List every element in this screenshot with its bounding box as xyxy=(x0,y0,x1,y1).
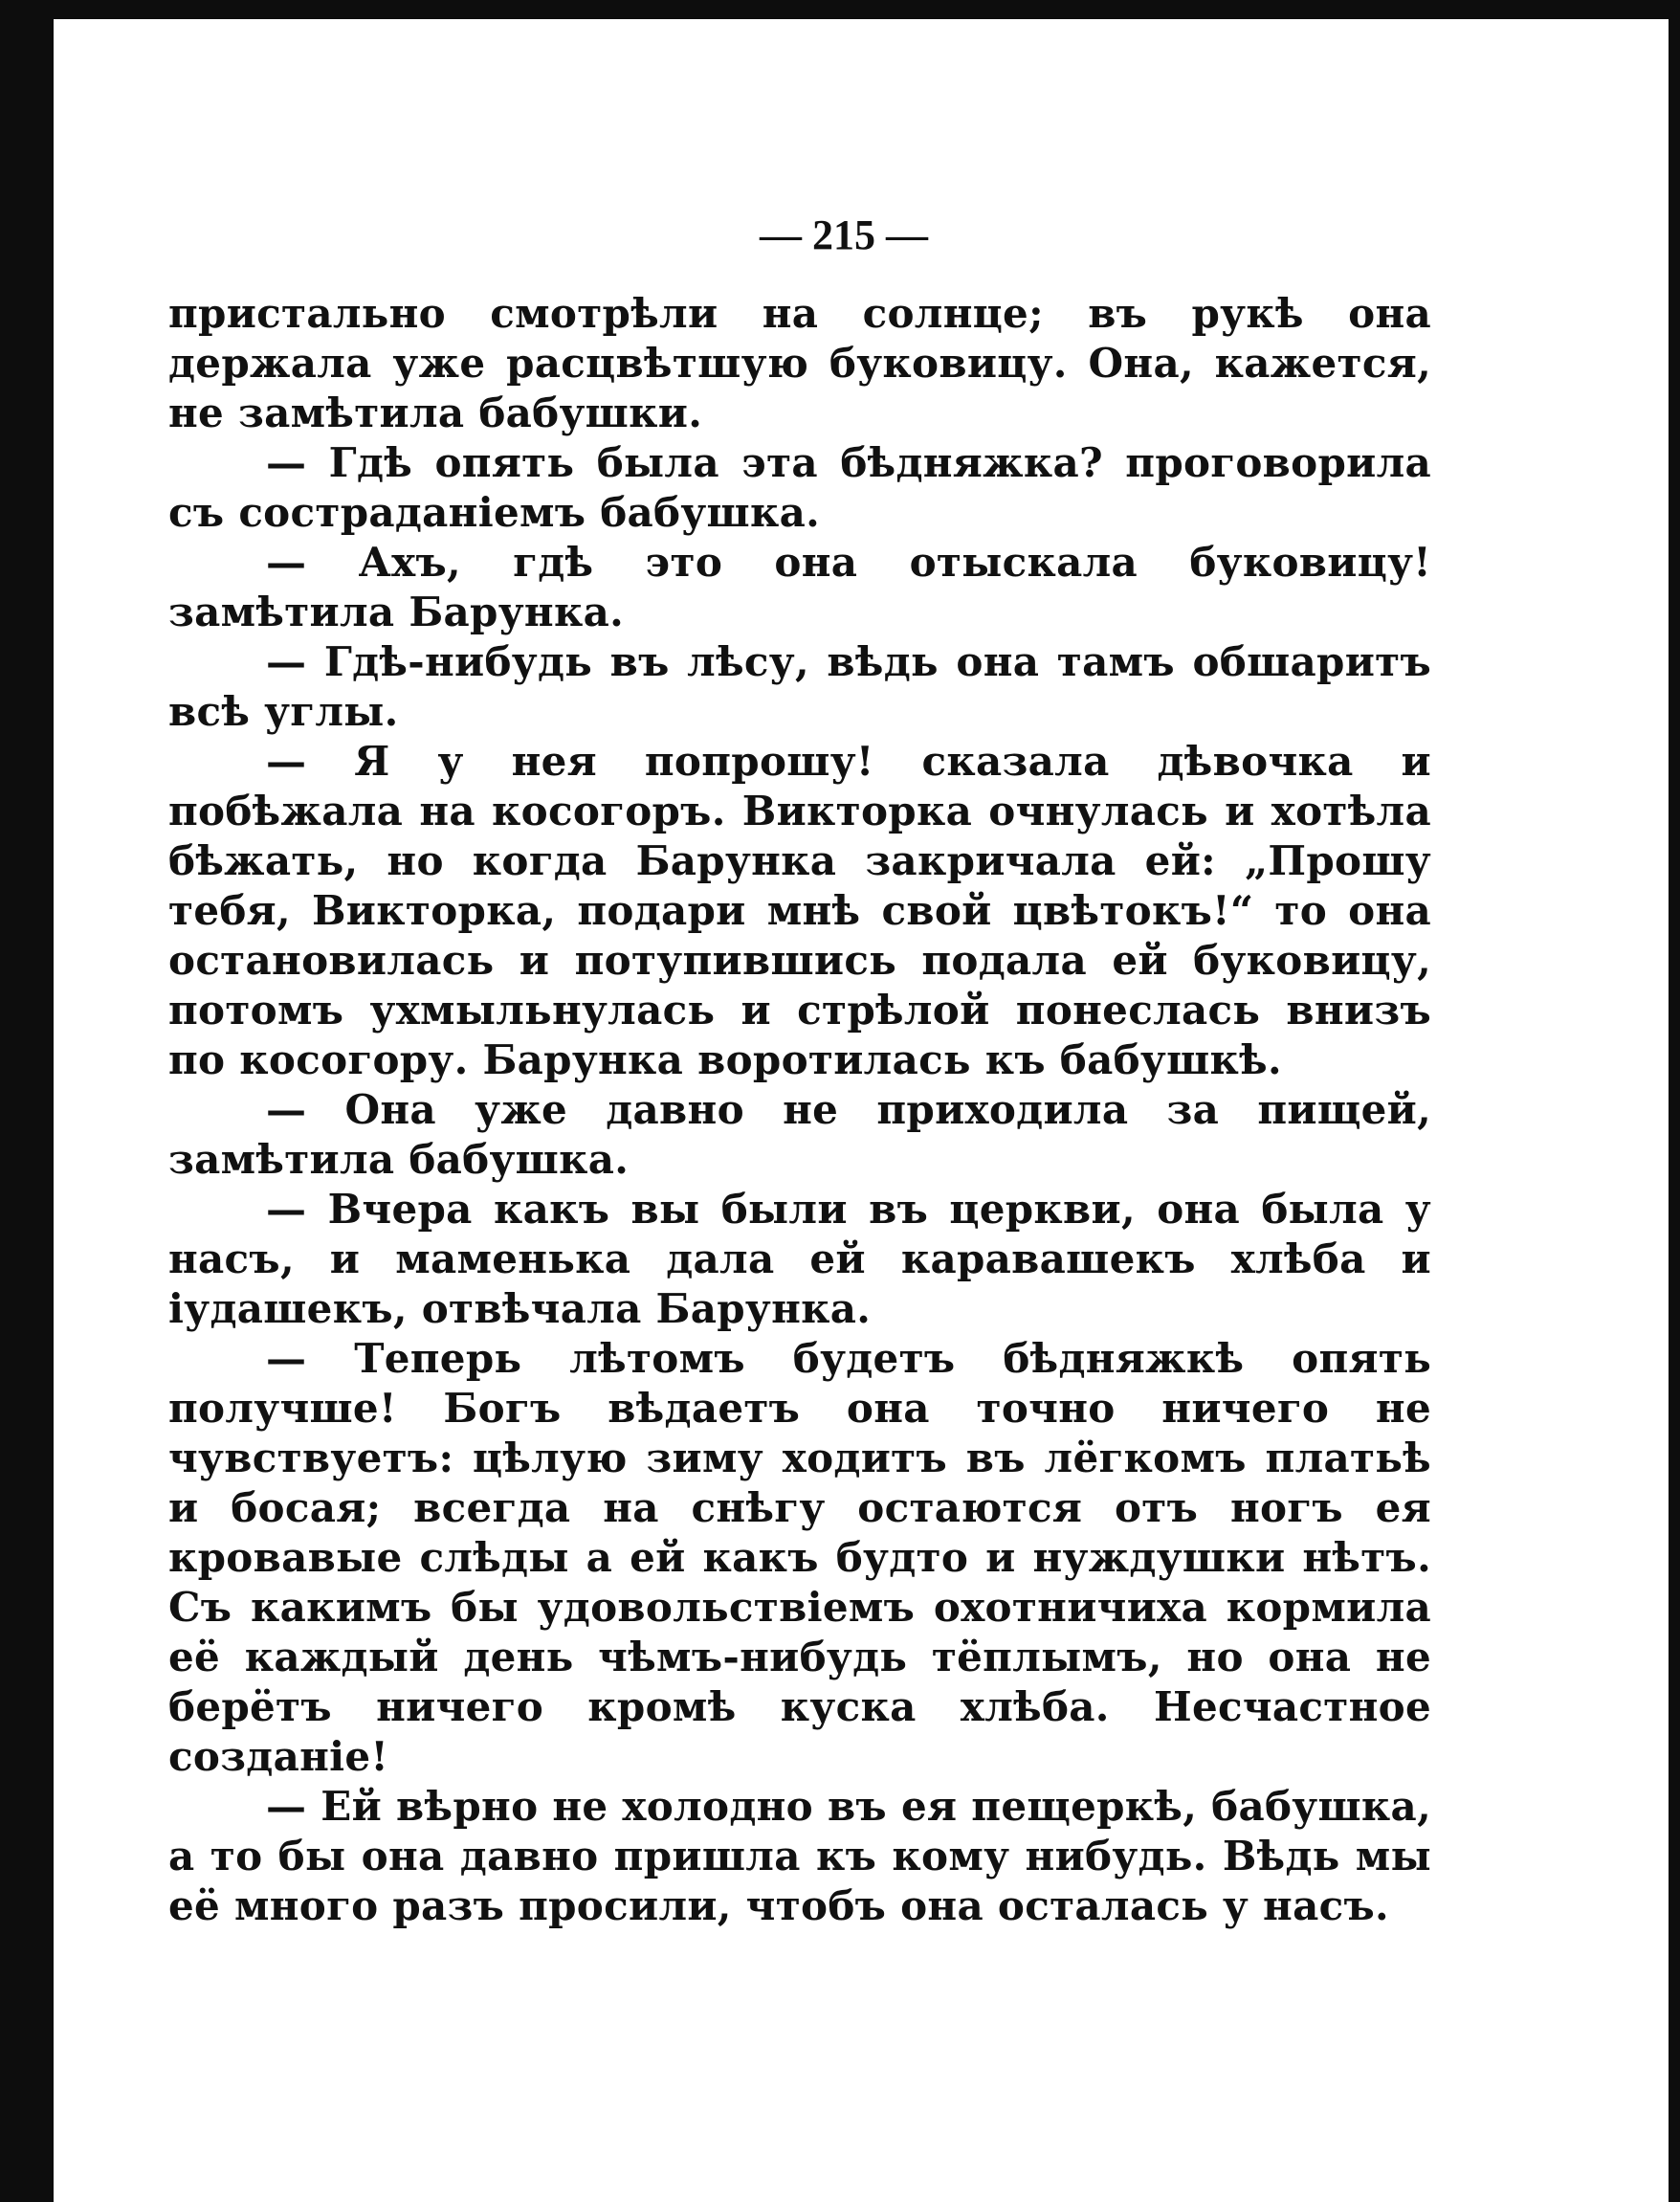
scan-right-border xyxy=(1669,0,1680,2202)
paragraph: — Ей вѣрно не холодно въ ея пещеркѣ, бабушка, а то бы она давно пришла къ кому нибудь. Вѣдь мы её много разъ просили, чтобъ она осталась у насъ. xyxy=(168,1783,1431,1929)
body-text xyxy=(168,289,1431,1931)
paragraph: — Гдѣ опять была эта бѣдняжка? проговорила съ состраданіемъ бабушка. xyxy=(168,439,1431,536)
paragraph: — Ахъ, гдѣ это она отыскала буковицу! замѣтила Барунка. xyxy=(168,539,1431,635)
page-number: — 215 — xyxy=(760,211,928,258)
paragraph: — Она уже давно не приходила за пищей, замѣтила бабушка. xyxy=(168,1086,1431,1183)
scan-left-border xyxy=(0,0,54,2202)
paragraph: — Вчера какъ вы были въ церкви, она была у насъ, и маменька дала ей каравашекъ хлѣба и іудашекъ, отвѣчала Барунка. xyxy=(168,1186,1431,1332)
paragraph: — Теперь лѣтомъ будетъ бѣдняжкѣ опять получше! Богъ вѣдаетъ она точно ничего не чувствуетъ: цѣлую зиму ходитъ въ лёгкомъ платьѣ и босая; всегда на снѣгу остаются отъ ногъ ея кровавые слѣды а ей какъ будто и нуждушки нѣтъ. Съ какимъ бы удовольствіемъ охотничиха кормила её каждый день чѣмъ-нибудь тёплымъ, но она не берётъ ничего кромѣ куска хлѣба. Несчастное созданіе! xyxy=(168,1335,1431,1780)
scan-top-border xyxy=(0,0,1680,19)
paragraph: — Я у нея попрошу! сказала дѣвочка и побѣжала на косогоръ. Викторка очнулась и хотѣла бѣжать, но когда Барунка закричала ей: „Прошу тебя, Викторка, подари мнѣ свой цвѣтокъ!“ то она остановилась и потупившись подала ей буковицу, потомъ ухмыльнулась и стрѣлой понеслась внизъ по косогору. Барунка воротилась къ бабушкѣ. xyxy=(168,738,1431,1083)
paragraph: — Гдѣ-нибудь въ лѣсу, вѣдь она тамъ обшаритъ всѣ углы. xyxy=(168,638,1431,735)
paragraph: пристально смотрѣли на солнце; въ рукѣ она держала уже расцвѣтшую буковицу. Она, кажется, не замѣтила бабушки. xyxy=(168,290,1431,436)
